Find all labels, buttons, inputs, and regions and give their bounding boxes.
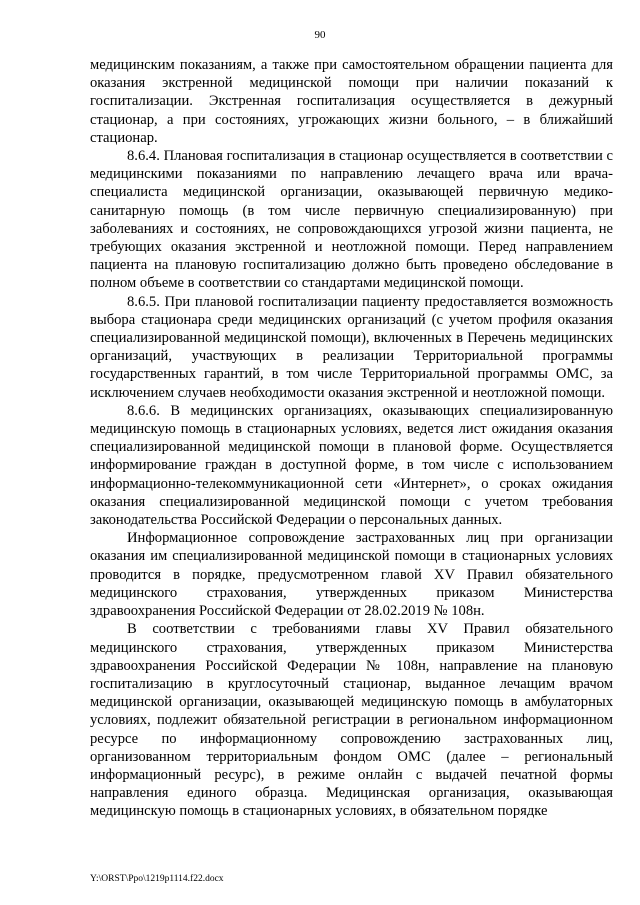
document-body (90, 56, 613, 821)
paragraph-8-6-5-hospital-choice: 8.6.5. При плановой госпитализации пациенту предоставляется возможность выбора стационара среди медицинских организаций (с учетом профиля оказания специализированной медицинской помощи), включенных в Перечень медицинских организаций, участвующих в реализации Территориальной программы государственных гарантий, в том числе Территориальной программы ОМС, за исключением случаев необходимости оказания экстренной и неотложной помощи. (90, 293, 613, 401)
paragraph-information-support: Информационное сопровождение застрахованных лиц при организации оказания им специализированной медицинской помощи в стационарных условиях проводится в порядке, предусмотренном главой XV Правил обязательного медицинского страхования, утвержденных приказом Министерства здравоохранения Российской Федерации от 28.02.2019 № 108н. (90, 530, 613, 620)
paragraph-referral-registration: В соответствии с требованиями главы XV Правил обязательного медицинского страхования, утвержденных приказом Министерства здравоохранения Российской Федерации № 108н, направление на плановую госпитализацию в круглосуточный стационар, выданное лечащим врачом медицинской организации, оказывающей медицинскую помощь в амбулаторных условиях, подлежит обязательной регистрации в региональном информационном ресурсе по информационному сопровождению застрахованных лиц, организованном территориальным фондом ОМС (далее – региональный информационный ресурс), в режиме онлайн с выдачей печатной формы направления единого образца. Медицинская организация, оказывающая медицинскую помощь в стационарных условиях, в обязательном порядке (90, 621, 613, 820)
page-number: 90 (314, 29, 326, 41)
paragraph-8-6-4-planned-hospitalization: 8.6.4. Плановая госпитализация в стационар осуществляется в соответствии с медицинскими показаниями по направлению лечащего врача или врача-специалиста медицинской организации, оказывающей первичную медико-санитарную помощь (в том числе первичную специализированную) при заболеваниях и состояниях, не сопровождающихся угрозой жизни пациента, не требующих оказания экстренной и неотложной помощи. Перед направлением пациента на плановую госпитализацию должно быть проведено обследование в полном объеме в соответствии со стандартами медицинской помощи. (90, 148, 613, 292)
footer-file-path: Y:\ORST\Ppo\1219p1114.f22.docx (90, 874, 224, 884)
paragraph-8-6-6-waiting-list: 8.6.6. В медицинских организациях, оказывающих специализированную медицинскую помощь в стационарных условиях, ведется лист ожидания оказания специализированной медицинской помощи в плановой форме. Осуществляется информирование граждан в доступной форме, в том числе с использованием информационно-телекоммуникационной сети «Интернет», о сроках ожидания оказания специализированной медицинской помощи с учетом требования законодательства Российской Федерации о персональных данных. (90, 402, 613, 529)
paragraph-emergency-hospitalization-continued: медицинским показаниям, а также при самостоятельном обращении пациента для оказания экстренной медицинской помощи при наличии показаний к госпитализации. Экстренная госпитализация осуществляется в дежурный стационар, а при состояниях, угрожающих жизни больного, – в ближайший стационар. (90, 57, 613, 146)
